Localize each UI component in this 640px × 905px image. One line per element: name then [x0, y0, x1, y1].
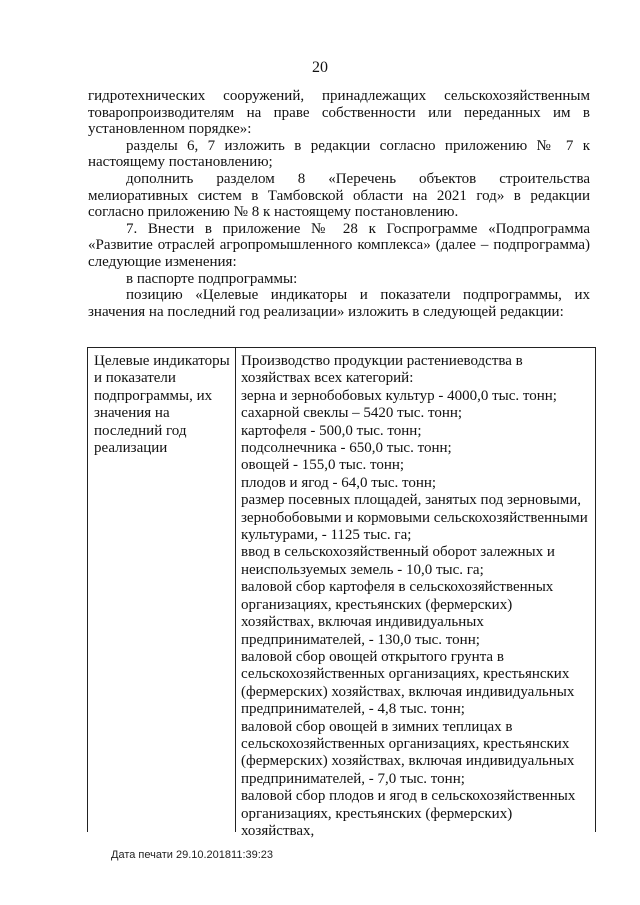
- table-line: подсолнечника - 650,0 тыс. тонн;: [241, 440, 452, 457]
- table-line: картофеля - 500,0 тыс. тонн;: [241, 422, 422, 439]
- table-line: валовой сбор овощей открытого грунта в сельскохозяйственных организациях, крестьянских (фермерских) хозяйствах, включая индивидуальных предпринимателей, - 4,8 тыс. тонн;: [241, 648, 575, 718]
- paragraph: дополнить разделом 8 «Перечень объектов строительства мелиоративных систем в Тамбовской области на 2021 год» в редакции согласно приложению № 8 к настоящему постановлению.: [88, 170, 590, 221]
- print-date-footer: Дата печати 29.10.201811:39:23: [111, 849, 274, 861]
- body-text: [88, 88, 590, 320]
- table-line: плодов и ягод - 64,0 тыс. тонн;: [241, 474, 437, 491]
- table-line: размер посевных площадей, занятых под зерновыми, зернобобовыми и кормовыми сельскохозяйственными культурами, - 1125 тыс. га;: [241, 492, 588, 544]
- paragraph: 7. Внести в приложение № 28 к Госпрограмме «Подпрограмма «Развитие отраслей агропромышленного комплекса» (далее – подпрограмма) следующие изменения:: [88, 220, 590, 270]
- table-label-cell: Целевые индикаторы и показатели подпрограммы, их значения на последний год реализации: [88, 348, 236, 832]
- table-line: валовой сбор картофеля в сельскохозяйственных организациях, крестьянских (фермерских) хозяйствах, включая индивидуальных предпринимателей, - 130,0 тыс. тонн;: [241, 579, 554, 648]
- paragraph: позицию «Целевые индикаторы и показатели подпрограммы, их значения на последний год реализации» изложить в следующей редакции:: [88, 287, 590, 320]
- table-line: сахарной свеклы – 5420 тыс. тонн;: [241, 405, 463, 422]
- paragraph: в паспорте подпрограммы:: [126, 270, 298, 287]
- table-line: валовой сбор овощей в зимних теплицах в сельскохозяйственных организациях, крестьянских (фермерских) хозяйствах, включая индивидуальных предпринимателей, - 7,0 тыс. тонн;: [241, 718, 575, 787]
- table-value-cell: [236, 348, 595, 839]
- table-line: ввод в сельскохозяйственный оборот залежных и неиспользуемых земель - 10,0 тыс. га;: [241, 544, 555, 578]
- indicators-table: [87, 347, 596, 839]
- paragraph: разделы 6, 7 изложить в редакции согласно приложению № 7 к настоящему постановлению;: [88, 137, 590, 171]
- table-line: овощей - 155,0 тыс. тонн;: [241, 457, 405, 474]
- paragraph: гидротехнических сооружений, принадлежащих сельскохозяйственным товаропроизводителям на праве собственности или переданных им в установленном порядке»:: [88, 88, 590, 138]
- table-line: валовой сбор плодов и ягод в сельскохозяйственных организациях, крестьянских (фермерских) хозяйствах,: [241, 788, 576, 839]
- table-line: Производство продукции растениеводства в хозяйствах всех категорий:: [241, 353, 523, 387]
- page-number: 20: [312, 59, 328, 76]
- table-line: зерна и зернобобовых культур - 4000,0 тыс. тонн;: [241, 387, 557, 404]
